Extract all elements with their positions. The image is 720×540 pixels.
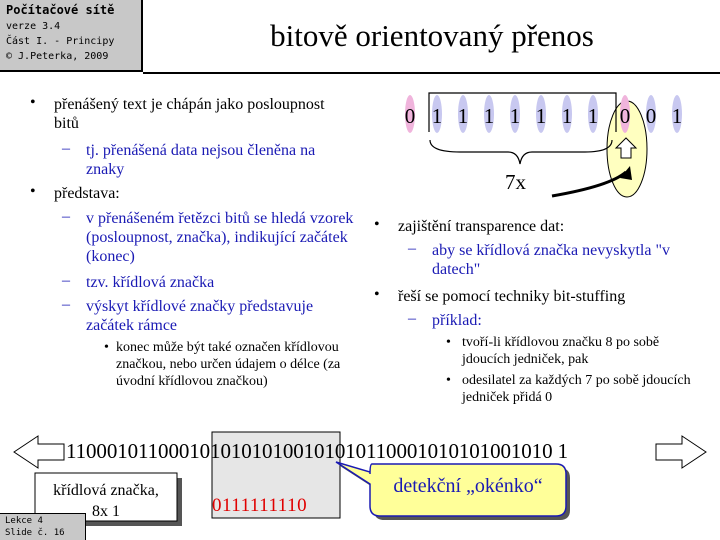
- bit-digit: 0: [619, 104, 631, 128]
- brace: [430, 140, 612, 164]
- bit-digit: 1: [587, 104, 599, 128]
- course-title: Počítačové sítě: [6, 3, 115, 17]
- right-bullet-1: zajištění transparence dat:: [398, 218, 565, 235]
- bullet-dot: •: [446, 373, 451, 388]
- bit-digit: 0: [645, 104, 657, 128]
- right-arrow-icon: [656, 436, 706, 468]
- left-bullet-1: přenášený text je chápán jako posloupnost bitů: [54, 96, 325, 132]
- dash-marker: –: [62, 140, 70, 157]
- flag-label-line2: 8x 1: [92, 503, 120, 520]
- right-note-1: tvoří-li křídlovou značku 8 po sobě jdoucích jedniček, pak: [462, 335, 660, 367]
- marker-bits: 0111111110: [212, 495, 308, 516]
- title-rule: [143, 72, 720, 74]
- left-sub-3: tzv. křídlová značka: [86, 274, 215, 291]
- footer-box: [0, 513, 86, 540]
- window-label: detekční „okénko“: [393, 475, 543, 497]
- right-bullet-2: řeší se pomocí techniky bit-stuffing: [398, 288, 626, 305]
- bit-digit: 1: [431, 104, 443, 128]
- right-sub-2: příklad:: [432, 312, 482, 329]
- dash-marker: –: [62, 296, 70, 313]
- bit-digit: 1: [561, 104, 573, 128]
- bit-digit: 1: [535, 104, 547, 128]
- left-note: konec může být také označen křídlovou značkou, nebo určen údajem o délce (za úvodní křídlovou značkou): [116, 340, 341, 389]
- dash-marker: –: [62, 272, 70, 289]
- dash-marker: –: [408, 310, 416, 327]
- left-sub-1: tj. přenášená data nejsou členěna na znaky: [86, 142, 316, 178]
- bit-digit: 1: [509, 104, 521, 128]
- bit-digit: 1: [457, 104, 469, 128]
- header-box: [0, 0, 143, 72]
- left-sub-4: výskyt křídlové značky představuje začátek rámce: [86, 298, 314, 334]
- bullet-dot: •: [30, 183, 36, 200]
- slide-title: bitově orientovaný přenos: [270, 18, 594, 53]
- bit-digit: 1: [671, 104, 683, 128]
- bullet-dot: •: [374, 286, 380, 303]
- part-text: Část I. - Principy: [6, 36, 115, 47]
- flag-label-line1: křídlová značka,: [53, 482, 159, 499]
- lesson-text: Lekce 4: [5, 516, 43, 526]
- dash-marker: –: [408, 240, 416, 257]
- bullet-dot: •: [30, 94, 36, 111]
- bullet-dot: •: [374, 216, 380, 233]
- brace-label: 7x: [505, 170, 526, 194]
- bullet-dot: •: [446, 335, 451, 350]
- bit-diagram: [380, 76, 720, 206]
- dash-marker: –: [62, 208, 70, 225]
- version-text: verze 3.4: [6, 21, 61, 32]
- left-arrow-icon: [14, 436, 64, 468]
- left-bullet-2: představa:: [54, 185, 120, 202]
- copyright-text: © J.Peterka, 2009: [6, 51, 109, 62]
- bit-digit: 0: [404, 104, 416, 128]
- slide-number: Slide č. 16: [5, 528, 65, 538]
- bullet-dot: •: [104, 340, 109, 355]
- bit-digit: 1: [483, 104, 495, 128]
- right-note-2: odesilatel za každých 7 po sobě jdoucích jedniček přidá 0: [462, 373, 691, 405]
- left-sub-2: v přenášeném řetězci bitů se hledá vzorek (posloupnost, značka), indikující začátek (konec): [86, 210, 354, 265]
- bit-stream: 11000101100010101010100101010110001010101001010 1: [66, 439, 569, 463]
- right-sub-1: aby se křídlová značka nevyskytla "v datech": [432, 242, 671, 278]
